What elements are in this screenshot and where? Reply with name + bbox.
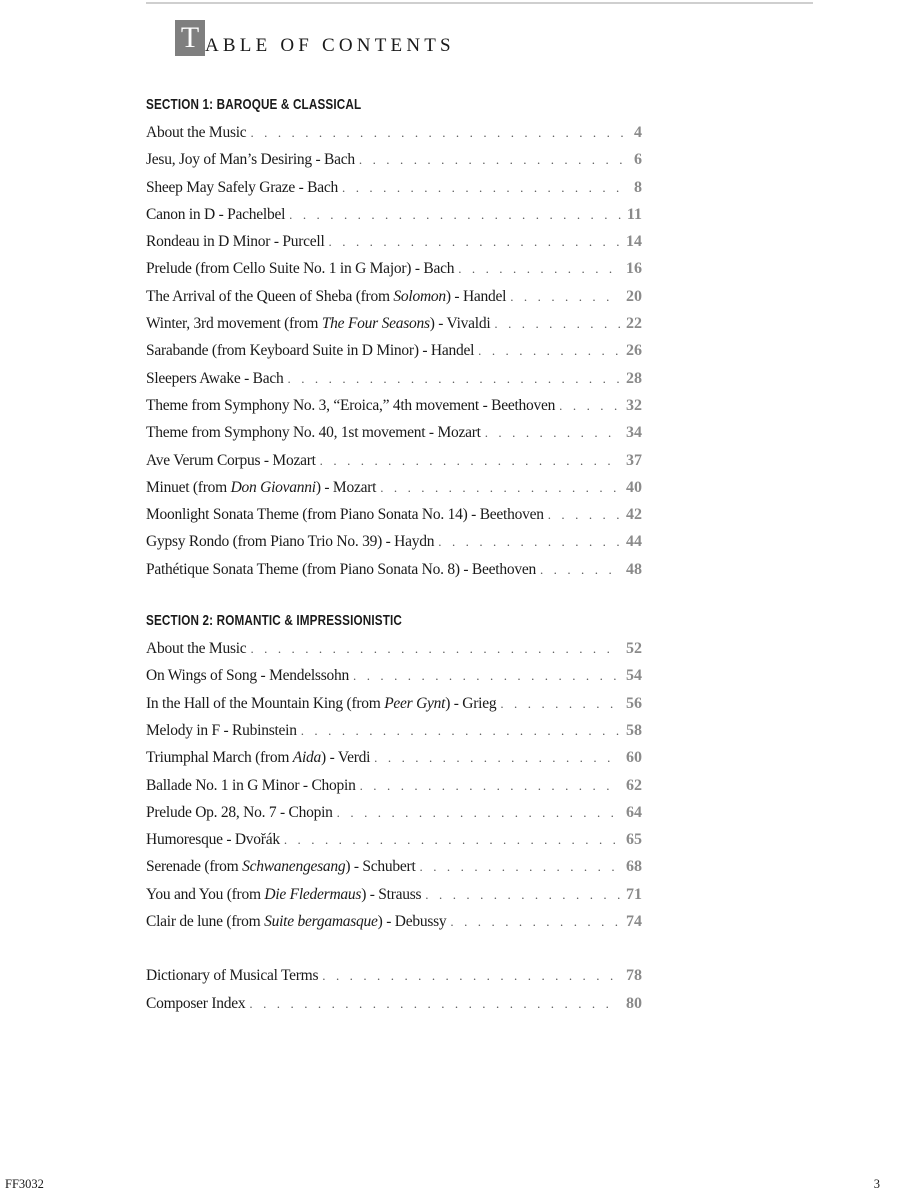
toc-entry-title-text: Ballade No. 1 in G Minor - Chopin [146,776,356,794]
toc-entry-page-number: 62 [626,776,642,794]
dot-leader [360,772,620,799]
toc-entry-title [146,962,322,989]
toc-entry-title [146,799,337,826]
toc-entry-title-text: Canon in D - Pachelbel [146,205,286,223]
dot-leader [301,717,620,744]
toc-entry-title [146,556,540,583]
toc-entry-title-text: Sheep May Safely Graze - Bach [146,178,339,196]
toc-entry-title-text: Sarabande (from Keyboard Suite in D Minor) - Handel [146,342,475,360]
toc-entry-title [146,908,450,935]
toc-entry-title-text: ) - Handel [445,287,507,305]
dot-leader [380,474,620,501]
toc-entry-title [146,119,250,146]
toc-entry-page-number: 32 [626,396,642,414]
dot-leader [359,146,628,173]
toc-entry-title [146,419,485,446]
section-1-heading: SECTION 1: BAROQUE & CLASSICAL [146,96,362,113]
dot-leader [500,690,620,717]
toc-entry-page-number: 40 [626,478,642,496]
toc-entry-title [146,528,438,555]
toc-entry-page-number: 54 [626,667,642,685]
toc-entry-page-number: 20 [626,287,642,305]
toc-entry-page-number: 68 [626,858,642,876]
toc-entry-title-text: Theme from Symphony No. 40, 1st movement - Mozart [146,424,481,442]
toc-entry [146,365,642,392]
dot-leader [250,119,628,146]
dot-leader [250,635,620,662]
toc-entry-title [146,310,494,337]
dot-leader [374,744,620,771]
dot-leader [249,990,620,1017]
toc-entry [146,826,642,853]
dot-leader [450,908,620,935]
toc-entry-title [146,447,320,474]
toc-entry-page-number: 71 [626,885,642,903]
toc-entry-title-text: Jesu, Joy of Man’s Desiring - Bach [146,151,355,169]
toc-entry-title [146,881,425,908]
toc-entry-title-text: ) - Grieg [445,694,497,712]
dot-leader [559,392,620,419]
toc-entry-title-text: Prelude Op. 28, No. 7 - Chopin [146,803,333,821]
toc-entry-title-text: On Wings of Song - Mendelssohn [146,667,349,685]
dot-leader [510,283,620,310]
toc-entry-title-text: ) - Mozart [315,478,377,496]
appendix-list [146,962,642,1017]
toc-entry [146,962,642,989]
toc-entry-page-number: 22 [626,315,642,333]
toc-entry [146,662,642,689]
dot-leader [337,799,620,826]
dot-leader [438,528,620,555]
table-of-contents [146,91,642,1017]
toc-entry-title [146,826,284,853]
toc-entry [146,474,642,501]
toc-entry-title-text: ) - Strauss [361,885,422,903]
dot-leader [288,365,620,392]
toc-entry [146,799,642,826]
toc-entry [146,881,642,908]
title-rest: ABLE OF CONTENTS [205,35,455,56]
toc-entry-page-number: 11 [626,205,642,223]
toc-entry-title-italic: Die Fledermaus [264,885,362,903]
toc-entry-title [146,474,380,501]
title-initial: T [175,20,205,56]
toc-entry-title-text: ) - Schubert [345,858,416,876]
toc-entry-title-text: Serenade (from [146,858,243,876]
toc-entry-title-text: About the Music [146,124,247,141]
toc-entry [146,853,642,880]
dot-leader [458,255,620,282]
toc-entry-title-italic: Schwanengesang [242,858,346,876]
dot-leader [322,962,620,989]
toc-entry-title-text: Ave Verum Corpus - Mozart [146,451,316,469]
toc-entry-page-number: 16 [626,260,642,278]
toc-entry-title [146,337,478,364]
toc-entry-title-italic: Solomon [393,287,446,305]
toc-entry-title-text: Pathétique Sonata Theme (from Piano Sonata No. 8) - Beethoven [146,560,536,578]
toc-entry-title-text: Moonlight Sonata Theme (from Piano Sonata No. 14) - Beethoven [146,506,544,524]
toc-entry-title [146,392,559,419]
toc-entry [146,174,642,201]
footer-page-number: 3 [873,1177,880,1191]
toc-entry [146,146,642,173]
toc-entry-title-text: Winter, 3rd movement (from [146,315,322,333]
toc-entry-title-text: ) - Vivaldi [429,315,491,333]
toc-entry-page-number: 34 [626,424,642,442]
toc-entry-title [146,635,250,662]
toc-entry-title-italic: Suite bergamasque [264,913,378,931]
toc-entry-title-text: Composer Index [146,994,246,1012]
dot-leader [548,501,620,528]
toc-entry [146,119,642,146]
toc-entry [146,690,642,717]
toc-entry-title [146,717,301,744]
toc-entry-title-text: ) - Debussy [377,913,447,931]
toc-entry [146,419,642,446]
toc-entry-title-text: Clair de lune (from [146,913,265,931]
toc-entry-title-text: In the Hall of the Mountain King (from [146,694,385,712]
toc-entry [146,447,642,474]
toc-entry-title [146,690,500,717]
toc-entry-page-number: 44 [626,533,642,551]
toc-entry-page-number: 64 [626,803,642,821]
toc-entry-title [146,201,289,228]
toc-entry [146,772,642,799]
toc-entry [146,528,642,555]
toc-entry [146,717,642,744]
toc-entry [146,744,642,771]
toc-entry-title-italic: Aida [292,749,322,767]
toc-entry [146,310,642,337]
toc-entry [146,283,642,310]
toc-entry [146,337,642,364]
toc-entry-page-number: 56 [626,694,642,712]
toc-entry-title [146,853,420,880]
toc-entry-title-text: Rondeau in D Minor - Purcell [146,233,325,251]
footer-code: FF3032 [5,1177,44,1191]
toc-entry [146,501,642,528]
dot-leader [425,881,620,908]
toc-entry-title [146,146,359,173]
toc-entry [146,556,642,583]
section-gap [146,935,642,962]
toc-entry [146,228,642,255]
toc-entry-page-number: 6 [634,151,642,169]
dot-leader [494,310,620,337]
toc-entry-title [146,772,360,799]
toc-entry-title [146,365,288,392]
toc-entry-page-number: 48 [626,560,642,578]
toc-entry-title [146,744,374,771]
section-1-list [146,119,642,583]
top-rule [146,2,813,4]
toc-entry-title-text: Dictionary of Musical Terms [146,967,319,985]
toc-entry-title-text: Melody in F - Rubinstein [146,721,297,739]
toc-entry-title-text: Humoresque - Dvořák [146,831,280,849]
toc-entry-title [146,283,510,310]
section-2-list [146,635,642,935]
dot-leader [320,447,620,474]
toc-entry-page-number: 60 [626,749,642,767]
toc-entry-page-number: 74 [626,913,642,931]
toc-entry-page-number: 52 [626,640,642,658]
dot-leader [329,228,620,255]
toc-entry-title [146,255,458,282]
toc-entry-title-text: Theme from Symphony No. 3, “Eroica,” 4th movement - Beethoven [146,396,556,414]
toc-entry-page-number: 37 [626,451,642,469]
toc-entry [146,635,642,662]
dot-leader [353,662,620,689]
page-title [175,20,455,56]
dot-leader [485,419,620,446]
toc-entry-page-number: 65 [626,831,642,849]
dot-leader [342,174,628,201]
dot-leader [289,201,621,228]
toc-entry-title-text: The Arrival of the Queen of Sheba (from [146,287,394,305]
toc-entry [146,990,642,1017]
toc-entry-page-number: 78 [626,967,642,985]
toc-entry [146,201,642,228]
toc-entry-title [146,662,353,689]
toc-entry-title-text: ) - Verdi [321,749,371,767]
toc-entry-title-text: Triumphal March (from [146,749,293,767]
toc-entry [146,255,642,282]
dot-leader [478,337,620,364]
toc-entry-title [146,990,249,1017]
toc-entry [146,908,642,935]
toc-entry-page-number: 26 [626,342,642,360]
toc-entry-title-text: Prelude (from Cello Suite No. 1 in G Major) - Bach [146,260,455,278]
section-2-heading: SECTION 2: ROMANTIC & IMPRESSIONISTIC [146,612,403,630]
toc-entry-page-number: 28 [626,369,642,387]
toc-entry-page-number: 4 [634,124,642,141]
toc-entry-title-italic: The Four Seasons [321,315,430,333]
toc-entry-title-italic: Don Giovanni [230,478,316,496]
toc-entry-page-number: 42 [626,506,642,524]
toc-entry-title [146,501,548,528]
section-gap [146,583,642,607]
toc-entry-title-text: Sleepers Awake - Bach [146,369,284,387]
toc-entry-title-text: You and You (from [146,885,265,903]
dot-leader [540,556,620,583]
toc-entry-page-number: 8 [634,178,642,196]
toc-entry-title-italic: Peer Gynt [384,694,446,712]
dot-leader [284,826,620,853]
toc-entry-page-number: 14 [626,233,642,251]
toc-entry-page-number: 58 [626,721,642,739]
toc-entry-title-text: Gypsy Rondo (from Piano Trio No. 39) - Haydn [146,533,435,551]
toc-entry-page-number: 80 [626,994,642,1012]
toc-entry-title [146,228,329,255]
dot-leader [420,853,620,880]
toc-entry-title-text: About the Music [146,640,247,658]
toc-entry-title-text: Minuet (from [146,478,231,496]
toc-entry [146,392,642,419]
toc-entry-title [146,174,342,201]
